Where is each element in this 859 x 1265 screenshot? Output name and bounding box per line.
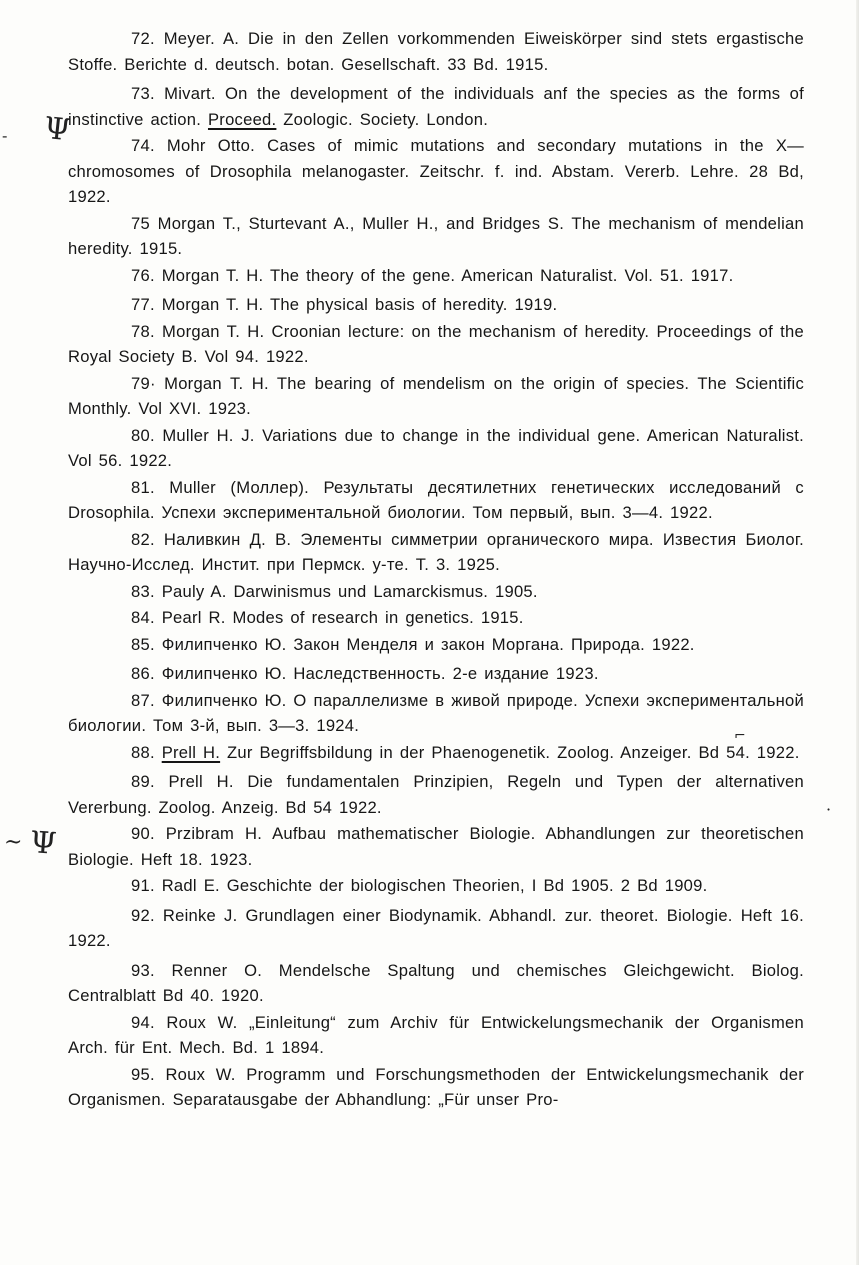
bibliography-entry-94 (68, 1010, 804, 1061)
entry-number: 83. (131, 581, 155, 601)
margin-dash-mark: - (2, 126, 8, 145)
bibliography-entry-75 (68, 211, 804, 262)
entry-text: Morgan T. H. The bearing of mendelism on the origin of species. The Scientific Monthly. Vol XVI. 1923. (68, 373, 804, 418)
bibliography-entry-87 (68, 688, 804, 739)
entry-text: Przibram H. Aufbau mathematischer Biologie. Abhandlungen zur theoretischen Biologie. Heft 18. 1923. (68, 824, 804, 869)
bibliography-entry-79 (68, 371, 804, 422)
bibliography-entry-81 (68, 475, 804, 526)
entry-number: 89. (131, 772, 155, 791)
bibliography-entry-78 (68, 319, 804, 370)
margin-squiggle-mark: ~ (4, 830, 23, 855)
entry-number: 90. (131, 824, 155, 843)
entry-text: Mohr Otto. Cases of mimic mutations and secondary mutations in the X—chromosomes of Drosophila melanogaster. Zeitschr. f. ind. Abstam. Vererb. Lehre. 28 Bd, 1922. (68, 136, 804, 206)
entry-text: Филипченко Ю. Наследственность. 2-е издание 1923. (161, 664, 599, 683)
underlined-text: Proceed. (207, 109, 277, 129)
entry-number: 88. (131, 742, 155, 762)
entry-text: Reinke J. Grundlagen einer Biodynamik. Abhandl. zur. theoret. Biologie. Heft 16. 1922. (68, 905, 804, 950)
entry-number: 79· (131, 373, 156, 393)
entry-text: Morgan T. H. The theory of the gene. American Naturalist. Vol. 51. 1917. (161, 265, 734, 285)
bibliography-entry-91 (68, 873, 804, 899)
entry-number: 81. (131, 477, 155, 497)
entry-text: Morgan T. H. The physical basis of heredity. 1919. (161, 295, 558, 314)
entry-number: 93. (131, 960, 155, 980)
bibliography-entry-76 (68, 263, 804, 289)
entry-number: 80. (131, 425, 155, 445)
margin-handwritten-mark: Ψ (28, 825, 58, 862)
entry-number: 76. (131, 265, 155, 285)
entry-number: 92. (131, 905, 155, 925)
entry-text: Prell H. Die fundamentalen Prinzipien, Regeln und Typen der alternativen Vererbung. Zoolog. Anzeig. Bd 54 1922. (68, 772, 804, 817)
bibliography-entry-95 (68, 1062, 804, 1113)
entry-text: Zur Begriffsbildung in der Phaenogenetik. Zoolog. Anzeiger. Bd 54. 1922. (220, 742, 800, 762)
bibliography-entry-92 (68, 903, 804, 954)
pencil-mark: ⌐ (734, 728, 746, 744)
entry-text: Meyer. A. Die in den Zellen vorkommenden Eiweiskörper sind stets ergastische Stoffe. Berichte d. deutsch. botan. Gesellschaft. 33 Bd. 1915. (68, 29, 804, 74)
entry-text: Филипченко Ю. Закон Менделя и закон Моргана. Природа. 1922. (161, 634, 695, 654)
entry-number: 86. (131, 664, 155, 683)
entry-text: Pauly A. Darwinismus und Lamarckismus. 1905. (161, 581, 538, 601)
entry-text: Roux W. Programm und Forschungsmethoden der Entwickelungsmechanik der Organismen. Separatausgabe der Abhandlung: „Für unser Pro- (68, 1064, 804, 1109)
entry-number: 87. (131, 690, 155, 710)
bibliography-entry-89 (68, 769, 804, 820)
bibliography-entry-77 (68, 292, 804, 318)
entry-number: 77. (131, 295, 155, 314)
entry-text: Zoologic. Society. London. (276, 109, 489, 129)
entry-text: Muller (Моллер). Результаты десятилетних генетических исследований с Drosophila. Успехи экспериментальной биологии. Том первый, вып. 3—4. 1922. (68, 477, 804, 522)
entry-number: 95. (131, 1064, 155, 1084)
entry-number: 74. (131, 136, 155, 155)
margin-handwritten-mark: Ψ (42, 110, 73, 149)
bibliography-entry-93 (68, 958, 804, 1009)
bibliography-entry-73 (68, 81, 804, 132)
entry-number: 82. (131, 529, 155, 549)
entry-number: 94. (131, 1012, 155, 1032)
entry-number: 85. (131, 634, 155, 654)
entry-number: 72. (131, 29, 155, 48)
entry-text: Филипченко Ю. О параллелизме в живой природе. Успехи экспериментальной биологии. Том 3-й, вып. 3—3. 1924. (68, 690, 804, 735)
bibliography-entry-80 (68, 423, 804, 474)
entry-text: Morgan T., Sturtevant A., Muller H., and Bridges S. The mechanism of mendelian heredity. 1915. (68, 213, 804, 258)
entry-text: Morgan T. H. Croonian lecture: on the mechanism of heredity. Proceedings of the Royal Society B. Vol 94. 1922. (68, 321, 804, 366)
entry-text: Radl E. Geschichte der biologischen Theorien, I Bd 1905. 2 Bd 1909. (161, 876, 708, 895)
bibliography-entry-83 (68, 579, 804, 605)
entry-text: Renner O. Mendelsche Spaltung und chemisches Gleichgewicht. Biolog. Centralblatt Bd 40. 1920. (68, 960, 804, 1005)
bibliography-entry-88 (68, 740, 804, 766)
bibliography-entry-82 (68, 527, 804, 578)
entry-number: 84. (131, 608, 155, 627)
bibliography-entry-84 (68, 605, 804, 631)
entry-number: 73. (131, 84, 155, 103)
bibliography-list (68, 26, 804, 1114)
bibliography-entry-90 (68, 821, 804, 872)
entry-text: Mivart. On the development of the individuals anf the species as the forms of instinctive action. (68, 84, 804, 129)
bibliography-entry-74 (68, 133, 804, 210)
entry-text: Muller H. J. Variations due to change in the individual gene. American Naturalist. Vol 56. 1922. (68, 425, 804, 470)
pencil-dot-mark: · (826, 800, 832, 819)
entry-text: Pearl R. Modes of research in genetics. 1915. (161, 608, 524, 627)
entry-number: 78. (131, 321, 155, 341)
bibliography-entry-86 (68, 661, 804, 687)
entry-text: Roux W. „Einleitung“ zum Archiv für Entwickelungsmechanik der Organismen Arch. für Ent. Mech. Bd. 1 1894. (68, 1012, 804, 1057)
entry-number: 91. (131, 876, 155, 895)
entry-number: 75 (131, 213, 150, 233)
bibliography-entry-72 (68, 26, 804, 77)
bibliography-entry-85 (68, 632, 804, 658)
entry-text: Наливкин Д. В. Элементы симметрии органического мира. Известия Биолог. Научно-Исслед. Инстит. при Пермск. у-те. Т. 3. 1925. (68, 529, 804, 574)
underlined-text: Prell H. (161, 742, 221, 762)
